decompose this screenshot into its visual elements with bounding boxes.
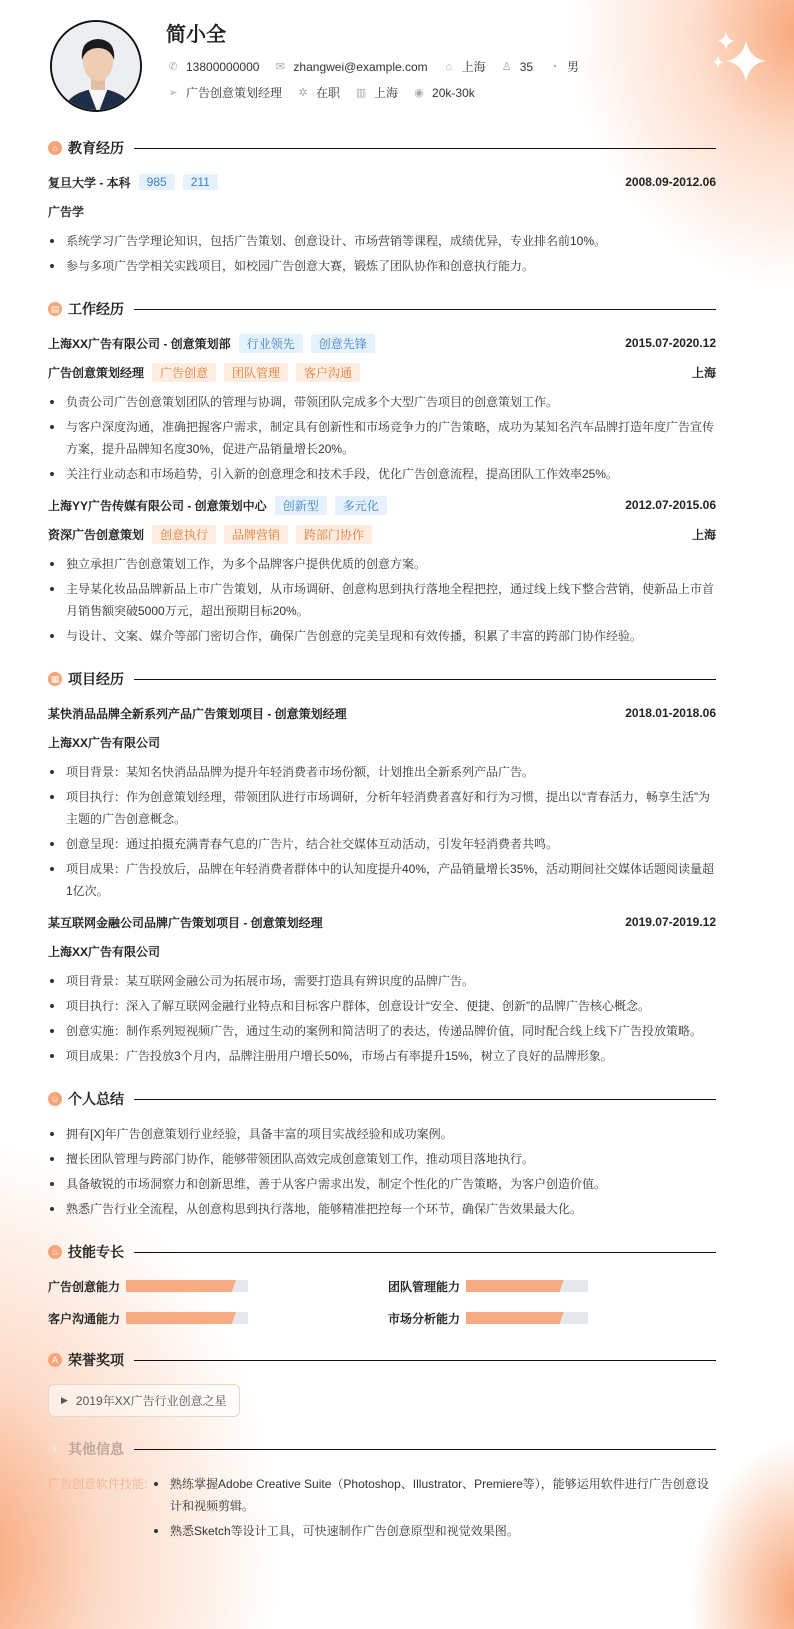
bullet-item: 项目执行：深入了解互联网金融行业特点和目标客户群体，创意设计“安全、便捷、创新”的品牌广告核心概念。 <box>48 995 716 1017</box>
section-title: 项目经历 <box>68 671 124 687</box>
gender: 男 <box>567 60 580 74</box>
section-header-education <box>48 138 716 158</box>
bullet-item: 项目背景：某互联网金融公司为拓展市场，需要打造具有辨识度的品牌广告。 <box>48 970 716 992</box>
triangle-right-icon: ▶ <box>61 1395 68 1405</box>
section-divider <box>134 309 716 310</box>
bullet-item: 项目成果：广告投放3个月内，品牌注册用户增长50%，市场占有率提升15%，树立了良好的品牌形象。 <box>48 1045 716 1067</box>
bullet-item: 项目成果：广告投放后，品牌在年轻消费者群体中的认知度提升40%，产品销量增长35%，活动期间社交媒体话题阅读量超1亿次。 <box>48 858 716 902</box>
skill-bar <box>126 1280 248 1292</box>
age: 35 <box>519 59 534 74</box>
bullet-item: 主导某化妆品品牌新品上市广告策划，从市场调研、创意构思到执行落地全程把控，通过线上线下整合营销，使新品上市首月销售额突破5000万元，超出预期目标20%。 <box>48 578 716 622</box>
tag: 客户沟通 <box>296 363 360 382</box>
skill-bar-fill <box>126 1312 236 1324</box>
email: zhangwei@example.com <box>293 59 428 74</box>
major: 广告学 <box>48 204 85 219</box>
skill-item <box>388 1308 716 1328</box>
bullet-item: 熟练掌握Adobe Creative Suite（Photoshop、Illustrator、Premiere等），能够运用软件进行广告创意设计和视频剪辑。 <box>152 1473 716 1517</box>
project-name: 某互联网金融公司品牌广告策划项目 - 创意策划经理 <box>48 915 323 930</box>
bullet-item: 具备敏锐的市场洞察力和创新思维，善于从客户需求出发，制定个性化的广告策略，为客户创造价值。 <box>48 1173 716 1195</box>
section-header-other <box>48 1439 716 1459</box>
project-title-row <box>48 912 716 932</box>
bullet-list <box>48 761 716 902</box>
award-item <box>48 1384 240 1417</box>
tag: 创意执行 <box>152 525 216 544</box>
bullet-item: 项目背景：某知名快消品品牌为提升年轻消费者市场份额，计划推出全新系列产品广告。 <box>48 761 716 783</box>
section-divider <box>134 1449 716 1450</box>
section-title: 教育经历 <box>68 140 124 156</box>
project-item <box>48 703 716 902</box>
gender-icon: ◔ <box>550 60 558 73</box>
mail-icon: ✉ <box>275 61 286 73</box>
section-header-skills <box>48 1242 716 1262</box>
work-city: 上海 <box>691 527 716 542</box>
education-item <box>48 172 716 277</box>
tag: 行业领先 <box>239 334 303 353</box>
section-divider <box>134 148 716 149</box>
work-city: 上海 <box>691 365 716 380</box>
bullet-item: 负责公司广告创意策划团队的管理与协调，带领团队完成多个大型广告项目的创意策划工作。 <box>48 391 716 413</box>
salary-icon: ◉ <box>414 87 424 99</box>
avatar <box>50 20 142 112</box>
project-company: 上海XX广告有限公司 <box>48 944 161 959</box>
age-icon: ♙ <box>501 61 512 73</box>
skill-bar-fill <box>126 1280 236 1292</box>
bullet-list <box>48 391 716 485</box>
major-row <box>48 201 716 221</box>
project-company: 上海XX广告有限公司 <box>48 735 161 750</box>
section-title: 工作经历 <box>68 301 124 317</box>
skill-bar-fill <box>466 1280 564 1292</box>
phone-icon: ✆ <box>168 61 178 73</box>
project-title-row <box>48 703 716 723</box>
other-info-label: 广告创意软件技能: <box>48 1477 148 1491</box>
date: 2018.01-2018.06 <box>625 706 716 720</box>
date: 2019.07-2019.12 <box>625 915 716 929</box>
skill-name: 客户沟通能力 <box>48 1311 121 1326</box>
project-company-row <box>48 732 716 752</box>
phone: 13800000000 <box>186 59 260 74</box>
tag: 多元化 <box>335 496 387 515</box>
section-title: 技能专长 <box>68 1244 124 1260</box>
bullet-item: 与设计、文案、媒介等部门密切合作，确保广告创意的完美呈现和有效传播，积累了丰富的跨部门协作经验。 <box>48 625 716 647</box>
company-row <box>48 495 716 515</box>
candidate-name: 简小全 <box>166 24 226 46</box>
bullet-item: 创意实施：制作系列短视频广告，通过生动的案例和简洁明了的表达，传递品牌价值，同时配合线上线下广告投放策略。 <box>48 1020 716 1042</box>
skill-item <box>48 1276 388 1296</box>
skill-item <box>48 1308 388 1328</box>
honors-section-icon: A <box>48 1353 62 1367</box>
building-icon: ▥ <box>355 87 367 99</box>
tag: 广告创意 <box>152 363 216 382</box>
bullet-list <box>152 1473 716 1545</box>
education-section-icon: ⌂ <box>48 141 62 155</box>
work-section-icon: ▤ <box>48 302 62 316</box>
bullet-item: 与客户深度沟通，准确把握客户需求，制定具有创新性和市场竞争力的广告策略，成功为某知名汽车品牌打造年度广告宣传方案，提升品牌知名度30%，促进产品销量增长20%。 <box>48 416 716 460</box>
section-title: 荣誉奖项 <box>68 1352 124 1368</box>
tag: 品牌营销 <box>224 525 288 544</box>
award-name: 2019年XX广告行业创意之星 <box>75 1394 227 1408</box>
tag: 创新型 <box>275 496 327 515</box>
project-company-row <box>48 941 716 961</box>
contact-row <box>166 58 587 75</box>
bullet-item: 项目执行：作为创意策划经理，带领团队进行市场调研，分析年轻消费者喜好和行为习惯，提出以“青春活力，畅享生活”为主题的广告创意概念。 <box>48 786 716 830</box>
date: 2008.09-2012.06 <box>625 175 716 189</box>
role-row <box>48 362 716 382</box>
resume-content <box>48 138 716 1545</box>
school-name: 复旦大学 - 本科 <box>48 175 131 190</box>
bullet-item: 系统学习广告学理论知识，包括广告策划、创意设计、市场营销等课程，成绩优异，专业排名前10%。 <box>48 230 716 252</box>
send-icon: ➢ <box>168 87 178 99</box>
education-title-row <box>48 172 716 192</box>
section-divider <box>134 1099 716 1100</box>
section-header-honors <box>48 1350 716 1370</box>
skill-name: 广告创意能力 <box>48 1279 121 1294</box>
work-item <box>48 495 716 647</box>
bullet-item: 独立承担广告创意策划工作，为多个品牌客户提供优质的创意方案。 <box>48 553 716 575</box>
job-intent-row <box>166 84 483 101</box>
bullet-list <box>48 230 716 277</box>
section-divider <box>134 1360 716 1361</box>
section-title: 其他信息 <box>68 1441 124 1457</box>
company-name: 上海YY广告传媒有限公司 - 创意策划中心 <box>48 498 267 513</box>
role: 资深广告创意策划 <box>48 527 145 542</box>
bullet-list <box>48 553 716 647</box>
skill-item <box>388 1276 716 1296</box>
bullet-item: 参与多项广告学相关实践项目，如校园广告创意大赛，锻炼了团队协作和创意执行能力。 <box>48 255 716 277</box>
salary: 20k-30k <box>432 85 475 100</box>
project-item <box>48 912 716 1067</box>
summary-section-icon: ☺ <box>48 1092 62 1106</box>
tag: 创意先锋 <box>311 334 375 353</box>
target-city: 上海 <box>374 86 399 100</box>
project-name: 某快消品品牌全新系列产品广告策划项目 - 创意策划经理 <box>48 706 347 721</box>
skill-name: 团队管理能力 <box>388 1279 461 1294</box>
section-title: 个人总结 <box>68 1091 124 1107</box>
bullet-item: 关注行业动态和市场趋势，引入新的创意理念和技术手段，优化广告创意流程，提高团队工作效率25%。 <box>48 463 716 485</box>
job-title: 广告创意策划经理 <box>186 86 283 100</box>
other-section-icon: i <box>48 1442 62 1456</box>
skills-grid <box>48 1276 716 1328</box>
projects-section-icon: ▦ <box>48 672 62 686</box>
skill-bar <box>466 1312 588 1324</box>
bullet-item: 创意呈现：通过拍摄充满青春气息的广告片，结合社交媒体互动活动，引发年轻消费者共鸣。 <box>48 833 716 855</box>
skill-bar <box>126 1312 248 1324</box>
tag: 团队管理 <box>224 363 288 382</box>
section-divider <box>134 679 716 680</box>
job-status: 在职 <box>316 86 341 100</box>
section-header-summary <box>48 1089 716 1109</box>
bullet-item: 拥有[X]年广告创意策划行业经验，具备丰富的项目实战经验和成功案例。 <box>48 1123 716 1145</box>
bullet-list <box>48 970 716 1067</box>
bullet-item: 熟悉Sketch等设计工具，可快速制作广告创意原型和视觉效果图。 <box>152 1520 716 1542</box>
home-icon: ⌂ <box>445 60 452 73</box>
honors-list <box>48 1384 716 1417</box>
sparkle-decoration-icon <box>704 22 774 92</box>
other-info-row <box>48 1473 716 1545</box>
company-name: 上海XX广告有限公司 - 创意策划部 <box>48 336 231 351</box>
bullet-item: 熟悉广告行业全流程，从创意构思到执行落地，能够精准把控每一个环节，确保广告效果最大化。 <box>48 1198 716 1220</box>
date: 2015.07-2020.12 <box>625 336 716 350</box>
role: 广告创意策划经理 <box>48 365 145 380</box>
bullet-list <box>48 1123 716 1220</box>
role-row <box>48 524 716 544</box>
tag: 跨部门协作 <box>296 525 372 544</box>
bullet-item: 擅长团队管理与跨部门协作，能够带领团队高效完成创意策划工作，推动项目落地执行。 <box>48 1148 716 1170</box>
section-divider <box>134 1252 716 1253</box>
skill-bar <box>466 1280 588 1292</box>
skills-section-icon: ♨ <box>48 1245 62 1259</box>
tag: 211 <box>183 174 218 190</box>
work-item <box>48 333 716 485</box>
skill-bar-fill <box>466 1312 564 1324</box>
tag: 985 <box>139 174 175 190</box>
section-header-work <box>48 299 716 319</box>
skill-name: 市场分析能力 <box>388 1311 461 1326</box>
status-icon: ✲ <box>298 87 308 99</box>
date: 2012.07-2015.06 <box>625 498 716 512</box>
company-row <box>48 333 716 353</box>
location: 上海 <box>461 60 486 74</box>
section-header-projects <box>48 669 716 689</box>
